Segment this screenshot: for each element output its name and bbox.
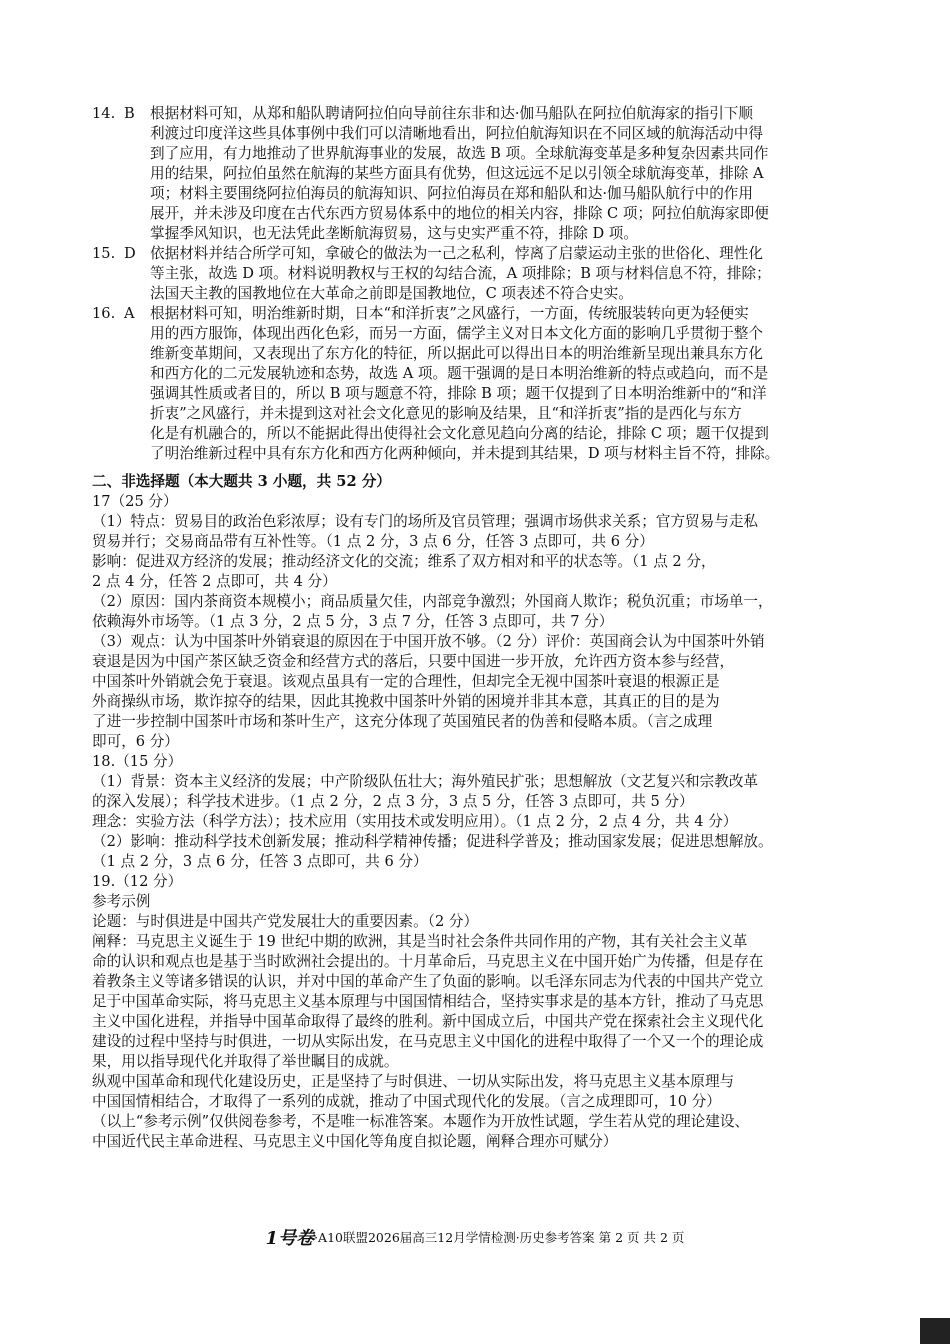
q18-line: （1 点 2 分，3 点 6 分，任答 3 点即可，共 6 分）: [92, 853, 428, 870]
q19-line: 命的认识和观点也是基于当时欧洲社会提出的。十月革命后，马克思主义在中国开始广为传播，但是存在: [92, 953, 764, 970]
brand-logo: 1号卷: [265, 1227, 315, 1249]
q16-number: 16.: [92, 305, 116, 322]
q17-line: 中国茶叶外销就会免于衰退。该观点虽具有一定的合理性，但却完全无视中国茶叶衰退的根源正是: [92, 673, 720, 690]
footer-text: ·A10联盟2026届高三12月学情检测·历史参考答案 第 2 页 共 2 页: [314, 1230, 685, 1245]
q18-line: （1）背景：资本主义经济的发展；中产阶级队伍壮大；海外殖民扩张；思想解放（文艺复兴和宗教改革: [92, 773, 759, 790]
q17-line: 依赖海外市场等。（1 点 3 分，2 点 5 分，3 点 7 分，任答 3 点即可，共 7 分）: [92, 613, 614, 630]
corner-mark: [920, 1318, 950, 1344]
q14-line: 掌握季风知识，也无法凭此垄断航海贸易，这与史实严重不符，排除 D 项。: [150, 225, 638, 242]
q14-number: 14.: [92, 105, 116, 122]
q19-line: 纵观中国革命和现代化建设历史，正是坚持了与时俱进、一切从实际出发，将马克思主义基本原理与: [92, 1073, 735, 1090]
q17-line: （3）观点：认为中国茶叶外销衰退的原因在于中国开放不够。（2 分）评价：英国商会认为中国茶叶外销: [92, 633, 765, 650]
q17-line: （2）原因：国内茶商资本规模小；商品质量欠佳，内部竞争激烈；外国商人欺诈；税负沉重；市场单一，: [92, 593, 773, 610]
q14-line: 利渡过印度洋这些具体事例中我们可以清晰地看出，阿拉伯航海知识在不同区域的航海活动中得: [150, 125, 763, 142]
q18-line: 的深入发展）；科学技术进步。（1 点 2 分，2 点 3 分，3 点 5 分，任答 3 点即可，共 5 分）: [92, 793, 694, 810]
q19-line: 论题：与时俱进是中国共产党发展壮大的重要因素。（2 分）: [92, 913, 479, 930]
q19-line: 建设的过程中坚持与时俱进，一切从实际出发，在马克思主义中国化的进程中取得了一个又一个的理论成: [92, 1033, 764, 1050]
q19-line: 果，用以指导现代化并取得了举世瞩目的成就。: [92, 1053, 399, 1070]
q17-line: 2 点 4 分，任答 2 点即可，共 4 分）: [92, 573, 337, 590]
q15-line: 依据材料并结合所学可知，拿破仑的做法为一己之私利，悖离了启蒙运动主张的世俗化、理性化: [150, 245, 763, 262]
q19-line: 中国近代民主革命进程、马克思主义中国化等角度自拟论题，阐释合理亦可赋分）: [92, 1133, 618, 1150]
q15-line: 等主张，故选 D 项。材料说明教权与王权的勾结合流，A 项排除；B 项与材料信息不符，排除；: [150, 265, 771, 282]
q15-answer: D: [124, 245, 136, 262]
q19-line: 中国国情相结合，才取得了一系列的成就，推动了中国式现代化的发展。（言之成理即可，10 分）: [92, 1093, 721, 1110]
q19-line: 着教条主义等诸多错误的认识，并对中国的革命产生了负面的影响。以毛泽东同志为代表的中国共产党立: [92, 973, 764, 990]
q14-answer: B: [124, 105, 135, 122]
section-title: 二、非选择题（本大题共 3 小题，共 52 分）: [92, 473, 391, 490]
q19-line: 足于中国革命实际，将马克思主义基本原理与中国国情相结合，坚持实事求是的基本方针，推动了马克思: [92, 993, 764, 1010]
q19-heading: 19.（12 分）: [92, 873, 183, 890]
q15-number: 15.: [92, 245, 116, 262]
q14-line: 展开，并未涉及印度在古代东西方贸易体系中的地位的相关内容，排除 C 项；阿拉伯航海家即便: [150, 205, 769, 222]
q16-line: 强调其性质或者目的，所以 B 项与题意不符，排除 B 项；题干仅提到了日本明治维新中的“和洋: [150, 385, 767, 402]
q17-line: 即可，6 分）: [92, 733, 179, 750]
q16-line: 维新变革期间，又表现出了东方化的特征，所以据此可以得出日本的明治维新呈现出兼具东方化: [150, 345, 763, 362]
q15-line: 法国天主教的国教地位在大革命之前即是国教地位，C 项表述不符合史实。: [150, 285, 633, 302]
q18-heading: 18.（15 分）: [92, 753, 183, 770]
q17-line: （1）特点：贸易目的政治色彩浓厚；设有专门的场所及官员管理；强调市场供求关系；官方贸易与走私: [92, 513, 759, 530]
q19-line: 阐释：马克思主义诞生于 19 世纪中期的欧洲，其是当时社会条件共同作用的产物，其有关社会主义革: [92, 933, 748, 950]
q18-line: 理念：实验方法（科学方法）；技术应用（实用技术或发明应用）。（1 点 2 分，2 点 4 分，共 4 分）: [92, 813, 738, 830]
q17-line: 衰退是因为中国产茶区缺乏资金和经营方式的落后，只要中国进一步开放，允许西方资本参与经营，: [92, 653, 735, 670]
q16-line: 用的西方服饰，体现出西化色彩，而另一方面，儒学主义对日本文化方面的影响几乎贯彻于整个: [150, 325, 763, 342]
page-footer: [0, 1226, 950, 1250]
q14-line: 用的结果，阿拉伯虽然在航海的某些方面具有优势，但这远远不足以引领全球航海变革，排除 A: [150, 165, 764, 182]
q17-line: 了进一步控制中国茶叶市场和茶叶生产，这充分体现了英国殖民者的伪善和侵略本质。（言之成理: [92, 713, 713, 730]
q14-line: 到了应用，有力地推动了世界航海事业的发展，故选 B 项。全球航海变革是多种复杂因素共同作: [150, 145, 769, 162]
q17-heading: 17（25 分）: [92, 493, 178, 510]
q17-line: 贸易并行；交易商品带有互补性等。（1 点 2 分，3 点 6 分，任答 3 点即可，共 6 分）: [92, 533, 654, 550]
q16-answer: A: [124, 305, 135, 322]
q19-line: 主义中国化进程，并指导中国革命取得了最终的胜利。新中国成立后，中国共产党在探索社会主义现代化: [92, 1013, 764, 1030]
q19-line: （以上“参考示例”仅供阅卷参考，不是唯一标准答案。本题作为开放性试题，学生若从党的理论建设、: [92, 1113, 750, 1130]
q19-line: 参考示例: [92, 893, 151, 910]
q16-line: 根据材料可知，明治维新时期，日本“和洋折衷”之风盛行，一方面，传统服装转向更为轻便实: [150, 305, 749, 322]
q16-line: 化是有机融合的，所以不能据此得出使得社会文化意见趋向分离的结论，排除 C 项；题干仅提到: [150, 425, 769, 442]
q16-line: 和西方化的二元发展轨迹和态势，故选 A 项。题干强调的是日本明治维新的特点或趋向，而不是: [150, 365, 769, 382]
q18-line: （2）影响：推动科学技术创新发展；推动科学精神传播；促进科学普及；推动国家发展；促进思想解放。: [92, 833, 773, 850]
q16-line: 折衷”之风盛行，并未提到这对社会文化意见的影响及结果，且“和洋折衷”指的是西化与东方: [150, 405, 742, 422]
q17-line: 外商操纵市场，欺诈掠夺的结果，因此其挽救中国茶叶外销的困境并非其本意，其真正的目的是为: [92, 693, 720, 710]
q17-line: 影响：促进双方经济的发展；推动经济文化的交流；维系了双方相对和平的状态等。（1 点 2 分，: [92, 553, 716, 570]
q14-line: 根据材料可知，从郑和船队聘请阿拉伯向导前往东非和达·伽马船队在阿拉伯航海家的指引下顺: [150, 105, 753, 122]
q14-line: 项；材料主要围绕阿拉伯海员的航海知识、阿拉伯海员在郑和船队和达·伽马船队航行中的作用: [150, 185, 753, 202]
q16-line: 了明治维新过程中具有东方化和西方化两种倾向，并未提到其结果，D 项与材料主旨不符，排除。: [150, 445, 780, 462]
